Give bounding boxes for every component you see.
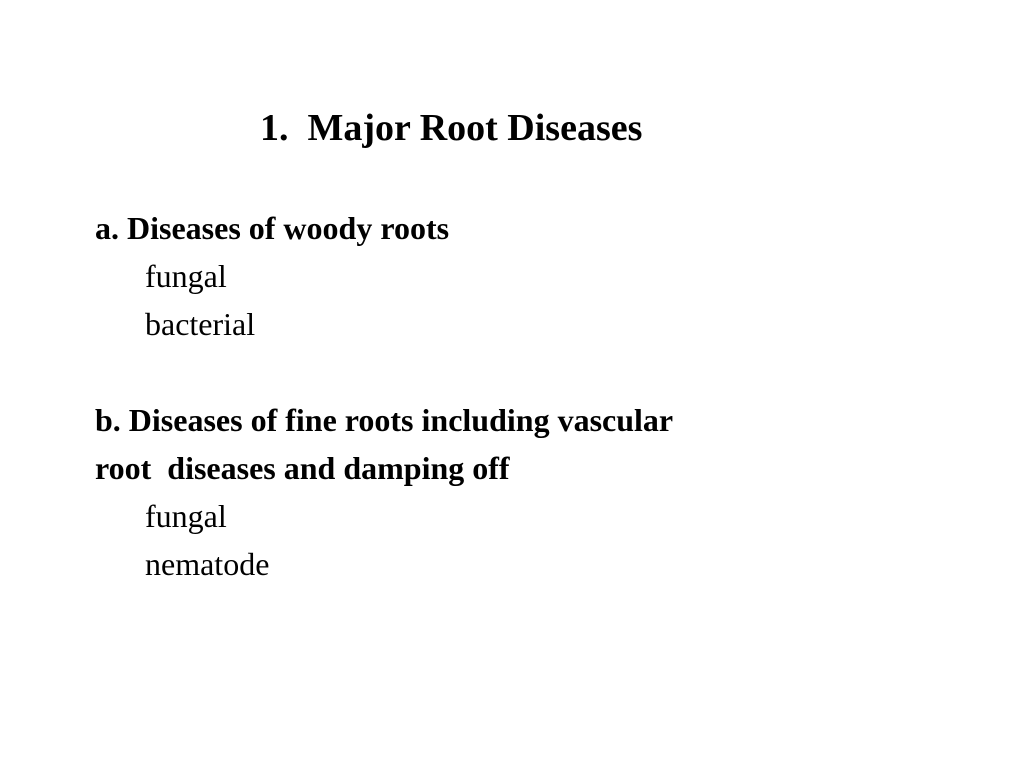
section-a-item-fungal: fungal (145, 258, 227, 294)
section-b-item-fungal: fungal (145, 498, 227, 534)
section-b-heading-line1: b. Diseases of fine roots including vascular (95, 402, 674, 438)
section-a-item-bacterial: bacterial (145, 306, 256, 342)
section-b-heading-line2: root diseases and damping off (95, 450, 510, 486)
section-a-heading: a. Diseases of woody roots (95, 210, 450, 246)
slide-title: 1. Major Root Diseases (260, 107, 643, 149)
section-b-item-nematode: nematode (145, 546, 270, 582)
